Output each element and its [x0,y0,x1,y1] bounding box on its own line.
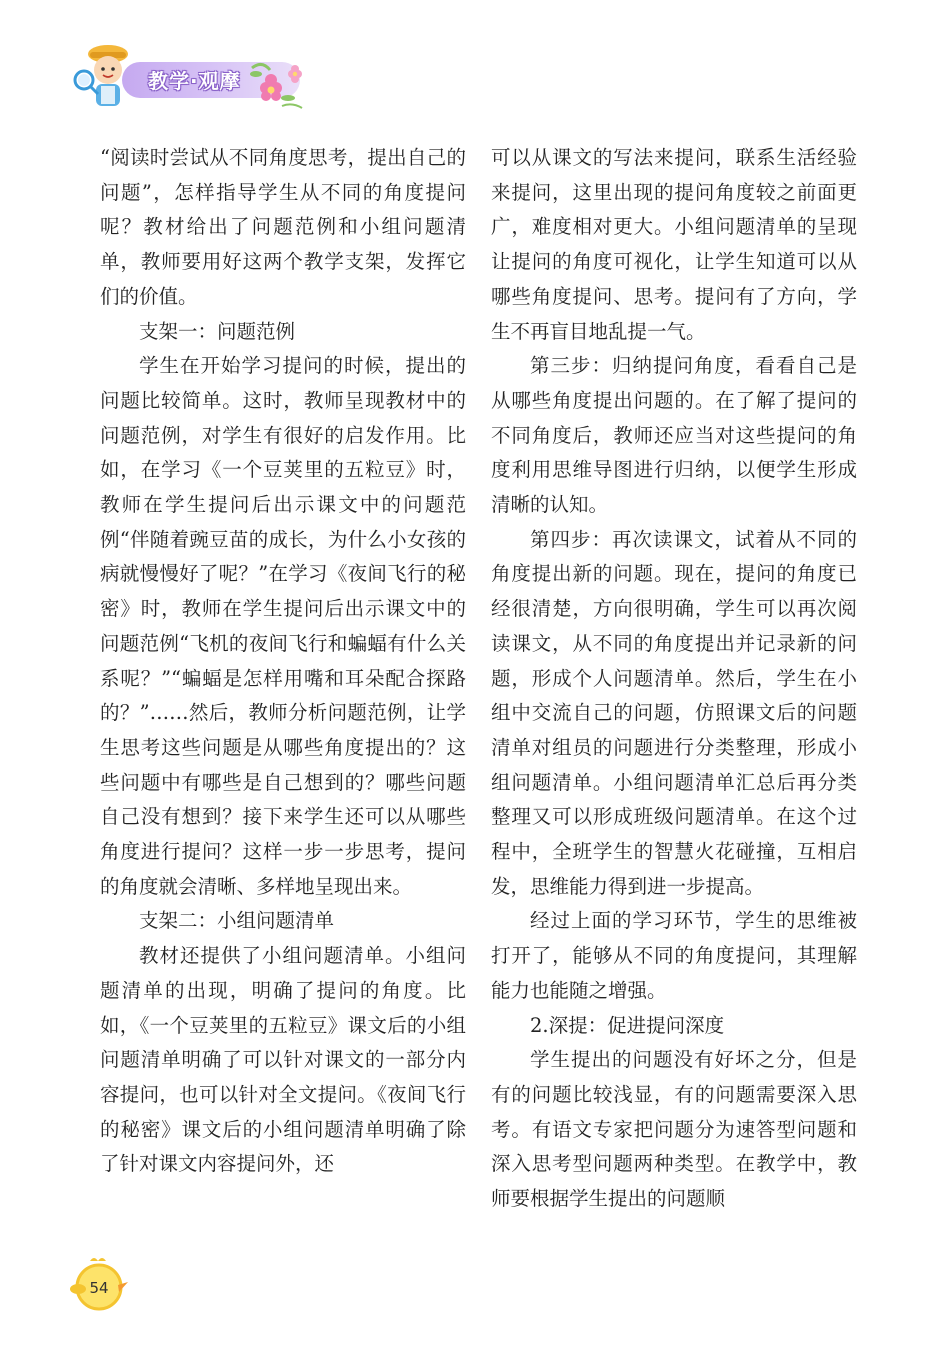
paragraph: 第三步：归纳提问角度，看看自己是从哪些角度提出问题的。在了解了提问的不同角度后，教师还应当对这些提问的角度利用思维导图进行归纳，以便学生形成清晰的认知。 [491,354,857,517]
left-column [100,141,466,1182]
right-column [491,141,857,1217]
paragraph: 学生提出的问题没有好坏之分，但是有的问题比较浅显，有的问题需要深入思考。有语文专家把问题分为速答型问题和深入思考型问题两种类型。在教学中，教师要根据学生提出的问题顺 [491,1048,857,1211]
subheading: 2.深提：促进提问深度 [530,1013,725,1037]
paragraph: 可以从课文的写法来提问，联系生活经验来提问，这里出现的提问角度较之前面更广，难度相对更大。小组问题清单的呈现让提问的角度可视化，让学生知道可以从哪些角度提问、思考。提问有了方向，学生不再盲目地乱提一气。 [491,146,857,343]
paragraph: 第四步：再次读课文，试着从不同的角度提出新的问题。现在，提问的角度已经很清楚，方向很明确，学生可以再次阅读课文，从不同的角度提出并记录新的问题，形成个人问题清单。然后，学生在小组中交流自己的问题，仿照课文后的问题清单对组员的问题进行分类整理，形成小组问题清单。小组问题清单汇总后再分类整理又可以形成班级问题清单。在这个过程中，全班学生的智慧火花碰撞，互相启发，思维能力得到进一步提高。 [491,527,857,898]
paragraph: 学生在开始学习提问的时候，提出的问题比较简单。这时，教师呈现教材中的问题范例，对学生有很好的启发作用。比如，在学习《一个豆荚里的五粒豆》时，教师在学生提问后出示课文中的问题范例“伴随着豌豆苗的成长，为什么小女孩的病就慢慢好了呢？”在学习《夜间飞行的秘密》时，教师在学生提问后出示课文中的问题范例“飞机的夜间飞行和蝙蝠有什么关系呢？”“蝙蝠是怎样用嘴和耳朵配合探路的？”……然后，教师分析问题范例，让学生思考这些问题是从哪些角度提出的？这些问题中有哪些是自己想到的？哪些问题自己没有想到？接下来学生还可以从哪些角度进行提问？这样一步一步思考，提问的角度就会清晰、多样地呈现出来。 [100,354,466,898]
section-header [68,40,308,112]
flower-decoration-icon [244,54,308,114]
page-number: 54 [89,1279,109,1297]
section-title: 教学·观摩 [148,69,241,93]
paragraph: 经过上面的学习环节，学生的思维被打开了，能够从不同的角度提问，其理解能力也能随之增强。 [491,909,857,1002]
subheading: 支架二：小组问题清单 [139,909,335,933]
paragraph: 教材还提供了小组问题清单。小组问题清单的出现，明确了提问的角度。比如，《一个豆荚里的五粒豆》课文后的小组问题清单明确了可以针对课文的一部分内容提问，也可以针对全文提问。《夜间飞行的秘密》课文后的小组问题清单明确了除了针对课文内容提问外，还 [100,944,466,1176]
paragraph: “阅读时尝试从不同角度思考，提出自己的问题”，怎样指导学生从不同的角度提问呢？教材给出了问题范例和小组问题清单，教师要用好这两个教学支架，发挥它们的价值。 [100,146,466,308]
subheading: 支架一：问题范例 [139,319,296,343]
